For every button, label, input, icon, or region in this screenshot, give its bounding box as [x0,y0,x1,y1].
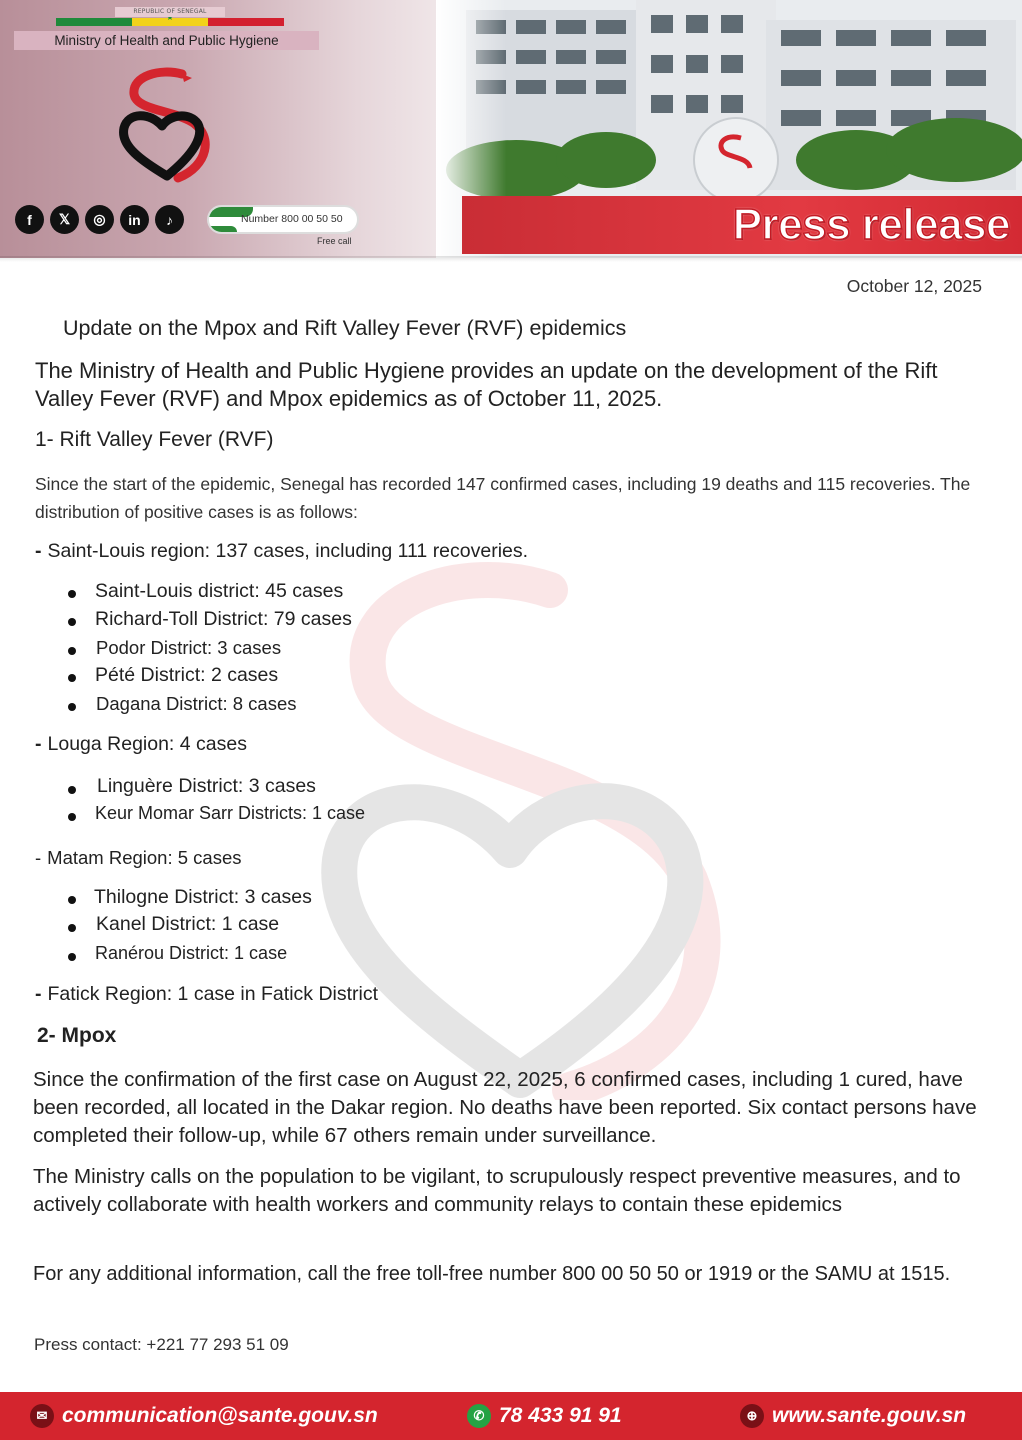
footer-whatsapp[interactable] [467,1404,622,1428]
bullet-icon [68,924,76,932]
intro-paragraph: The Ministry of Health and Public Hygiene provides an update on the development of the Rift Valley Fever (RVF) and Mpox epidemics as of October 11, 2025. [35,358,938,411]
hotline-number: Number 800 00 50 50 [241,213,343,225]
ministry-logo [112,66,222,186]
press-contact: Press contact: +221 77 293 51 09 [34,1335,289,1354]
facebook-icon[interactable]: f [15,205,44,234]
region-fatick: - Fatick Region: 1 case in Fatick District [35,983,379,1005]
email-address[interactable]: communication@sante.gouv.sn [62,1404,378,1427]
call-to-action-paragraph: The Ministry calls on the population to be vigilant, to scrupulously respect preventive measures, and to actively collaborate with health workers and community relays to contain these epidemics [33,1165,961,1216]
region-label: Louga Region: 4 cases [47,733,247,755]
region-label: Fatick Region: 1 case in Fatick District [47,983,379,1005]
press-release-title: Press release [732,200,1010,249]
email-icon: ✉ [30,1404,54,1428]
bullet-icon [68,813,76,821]
hotline-badge [207,205,359,234]
region-louga: - Louga Region: 4 cases [35,733,247,755]
bullet-icon [68,618,76,626]
tiktok-icon[interactable]: ♪ [155,205,184,234]
instagram-icon[interactable]: ◎ [85,205,114,234]
logo-watermark [310,560,740,1100]
district-item: Kanel District: 1 case [96,913,280,935]
district-item: Thilogne District: 3 cases [94,886,312,908]
district-item: Linguère District: 3 cases [97,775,316,797]
district-item: Saint-Louis district: 45 cases [95,580,344,602]
info-paragraph: For any additional information, call the free toll-free number 800 00 50 50 or 1919 or the SAMU at 1515. [33,1263,951,1285]
bullet-icon [68,590,76,598]
header-divider [0,256,1022,262]
bullet-icon [68,647,76,655]
website-url[interactable]: www.sante.gouv.sn [772,1404,967,1427]
bullet-icon [68,896,76,904]
district-item: Dagana District: 8 cases [96,693,297,714]
whatsapp-icon: ✆ [467,1404,491,1428]
x-icon[interactable]: 𝕏 [50,205,79,234]
ministry-name: Ministry of Health and Public Hygiene [14,31,319,50]
district-item: Pété District: 2 cases [95,664,279,686]
footer-website[interactable] [740,1404,966,1428]
rvf-summary-paragraph: Since the start of the epidemic, Senegal has recorded 147 confirmed cases, including 19 deaths and 115 recoveries. The distribution of positive cases is as follows: [35,474,971,522]
region-label: Matam Region: 5 cases [47,847,242,868]
district-item: Podor District: 3 cases [96,637,282,658]
bullet-icon [68,703,76,711]
footer-email[interactable] [30,1404,378,1428]
republic-label: REPUBLIC OF SENEGAL [115,7,225,17]
district-item: Ranérou District: 1 case [95,943,288,963]
bullet-icon [68,953,76,961]
header [0,0,1022,258]
whatsapp-number[interactable]: 78 433 91 91 [499,1404,622,1427]
section-heading-mpox: 2- Mpox [37,1024,117,1047]
linkedin-icon[interactable]: in [120,205,149,234]
hotline-free-call: Free call [317,236,352,246]
district-item: Keur Momar Sarr Districts: 1 case [95,803,366,823]
senegal-flag [56,18,284,26]
globe-icon: ⊕ [740,1404,764,1428]
district-item: Richard-Toll District: 79 cases [95,608,352,630]
release-date: October 12, 2025 [846,276,982,296]
social-links [15,205,184,234]
document-title: Update on the Mpox and Rift Valley Fever (RVF) epidemics [63,316,627,340]
region-label: Saint-Louis region: 137 cases, including 111 recoveries. [47,540,529,562]
bullet-icon [68,786,76,794]
region-matam: - Matam Region: 5 cases [35,847,242,868]
region-saint-louis: - Saint-Louis region: 137 cases, including 111 recoveries. [35,540,529,562]
bullet-icon [68,674,76,682]
mpox-paragraph: Since the confirmation of the first case on August 22, 2025, 6 confirmed cases, including 1 cured, have been recorded, all located in the Dakar region. No deaths have been reported. Six contact persons have completed their follow-up, while 67 others remain under surveillance. [33,1068,977,1147]
section-heading-rvf: 1- Rift Valley Fever (RVF) [35,428,274,451]
